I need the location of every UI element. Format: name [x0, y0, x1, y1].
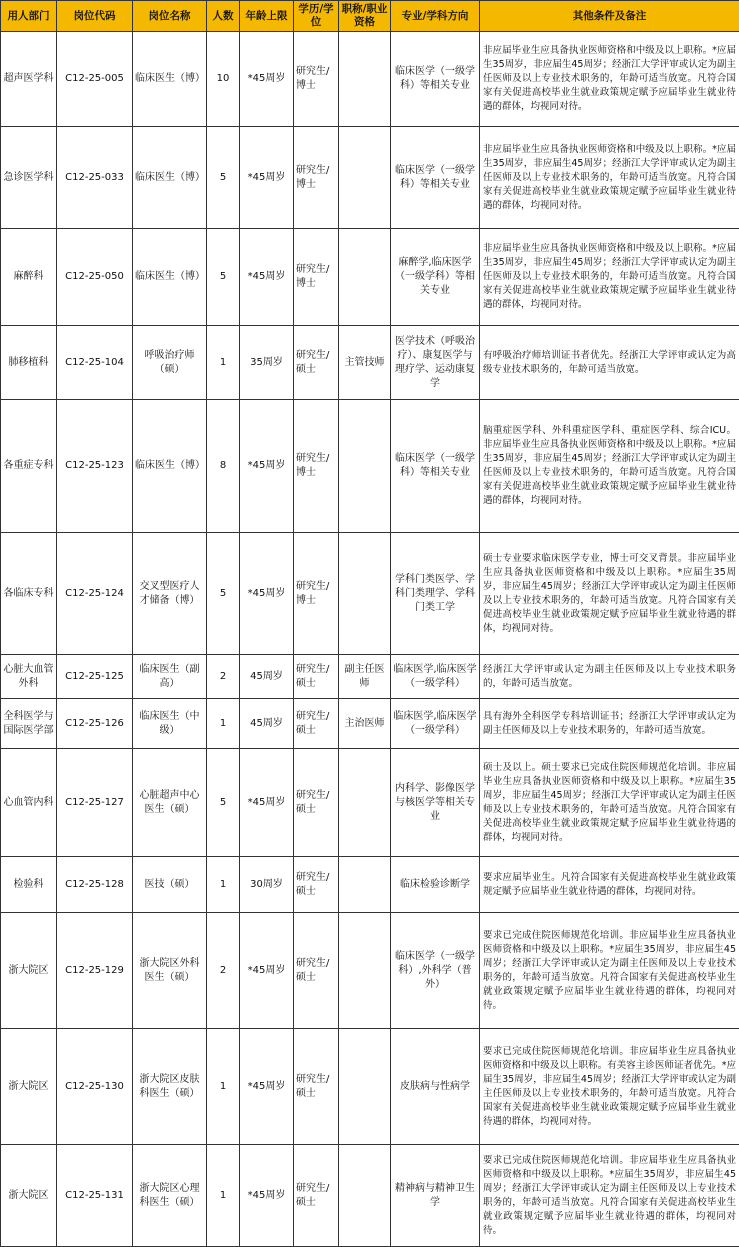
- num-cell: 1: [207, 1029, 240, 1145]
- note-cell: 要求已完成住院医师规范化培训。非应届毕业生应具备执业医师资格和中级及以上职称。*应届生35周岁，非应届生45周岁；经浙江大学评审或认定为副主任医师及以上专业技术职务的，年龄可适当放宽。凡符合国家有关促进高校毕业生就业政策规定赋予应届毕业生就业待遇的群体，均视同对待。: [480, 1145, 739, 1247]
- degree-cell: 研究生/硕士: [294, 699, 339, 749]
- degree-cell: 研究生/硕士: [294, 1145, 339, 1247]
- title-cell: 医技（硕）: [133, 857, 207, 913]
- title-cell: 临床医生（博）: [133, 229, 207, 326]
- major-cell: 内科学、影像医学与核医学等相关专业: [391, 749, 480, 857]
- note-cell: 要求应届毕业生。凡符合国家有关促进高校毕业生就业政策规定赋予应届毕业生就业待遇的群体，均视同对待。: [480, 857, 739, 913]
- note-cell: 要求已完成住院医师规范化培训。非应届毕业生应具备执业医师资格和中级及以上职称。有美容主诊医师证者优先。*应届生35周岁，非应届生45周岁；经浙江大学评审或认定为副主任医师及以上专业技术职务的，年龄可适当放宽。凡符合国家有关促进高校毕业生就业政策规定赋予应届毕业生就业待遇的群体，均视同对待。: [480, 1029, 739, 1145]
- code-cell: C12-25-124: [57, 533, 133, 655]
- num-cell: 2: [207, 913, 240, 1029]
- title-cell: 临床医生（中级）: [133, 699, 207, 749]
- header-title: 岗位名称: [133, 1, 207, 32]
- code-cell: C12-25-125: [57, 655, 133, 699]
- code-cell: C12-25-129: [57, 913, 133, 1029]
- degree-cell: 研究生/博士: [294, 229, 339, 326]
- dept-cell: 检验科: [1, 857, 57, 913]
- age-cell: *45周岁: [240, 749, 294, 857]
- table-row: [1, 857, 739, 913]
- table-body: [1, 32, 739, 1247]
- qual-cell: [339, 32, 391, 127]
- table-row: [1, 1145, 739, 1247]
- major-cell: 临床医学（一级学科）,外科学（普外）: [391, 913, 480, 1029]
- qual-cell: [339, 400, 391, 533]
- major-cell: 医学技术（呼吸治疗）、康复医学与理疗学、运动康复学: [391, 326, 480, 400]
- dept-cell: 各临床专科: [1, 533, 57, 655]
- age-cell: 45周岁: [240, 655, 294, 699]
- header-qual: 职称/职业资格: [339, 1, 391, 32]
- note-cell: 硕士及以上。硕士要求已完成住院医师规范化培训。非应届毕业生应具备执业医师资格和中级及以上职称。*应届生35周岁，非应届生45周岁；经浙江大学评审或认定为副主任医师及以上专业技术职务的，年龄可适当放宽。凡符合国家有关促进高校毕业生就业政策规定赋予应届毕业生就业待遇的群体，均视同对待。: [480, 749, 739, 857]
- note-cell: 非应届毕业生应具备执业医师资格和中级及以上职称。*应届生35周岁，非应届生45周岁；经浙江大学评审或认定为副主任医师及以上专业技术职务的，年龄可适当放宽。凡符合国家有关促进高校毕业生就业政策规定赋予应届毕业生就业待遇的群体，均视同对待。: [480, 229, 739, 326]
- note-cell: 硕士专业要求临床医学专业，博士可交叉背景。非应届毕业生应具备执业医师资格和中级及以上职称。*应届生35周岁，非应届生45周岁；经浙江大学评审或认定为副主任医师及以上专业技术职务的，年龄可适当放宽。凡符合国家有关促进高校毕业生就业政策规定赋予应届毕业生就业待遇的群体，均视同对待。: [480, 533, 739, 655]
- table-row: [1, 699, 739, 749]
- code-cell: C12-25-131: [57, 1145, 133, 1247]
- header-row: [1, 1, 739, 32]
- qual-cell: [339, 1029, 391, 1145]
- major-cell: 麻醉学,临床医学（一级学科）等相关专业: [391, 229, 480, 326]
- num-cell: 5: [207, 533, 240, 655]
- code-cell: C12-25-128: [57, 857, 133, 913]
- age-cell: *45周岁: [240, 32, 294, 127]
- dept-cell: 急诊医学科: [1, 127, 57, 229]
- degree-cell: 研究生/硕士: [294, 655, 339, 699]
- qual-cell: [339, 857, 391, 913]
- code-cell: C12-25-005: [57, 32, 133, 127]
- age-cell: *45周岁: [240, 1145, 294, 1247]
- header-degree: 学历/学位: [294, 1, 339, 32]
- note-cell: 经浙江大学评审或认定为副主任医师及以上专业技术职务的，年龄可适当放宽。: [480, 655, 739, 699]
- code-cell: C12-25-127: [57, 749, 133, 857]
- qual-cell: [339, 749, 391, 857]
- title-cell: 交叉型医疗人才储备（博）: [133, 533, 207, 655]
- age-cell: *45周岁: [240, 229, 294, 326]
- code-cell: C12-25-104: [57, 326, 133, 400]
- qual-cell: [339, 229, 391, 326]
- title-cell: 浙大院区心理科医生（硕）: [133, 1145, 207, 1247]
- note-cell: 非应届毕业生应具备执业医师资格和中级及以上职称。*应届生35周岁，非应届生45周岁；经浙江大学评审或认定为副主任医师及以上专业技术职务的，年龄可适当放宽。凡符合国家有关促进高校毕业生就业政策规定赋予应届毕业生就业待遇的群体，均视同对待。: [480, 32, 739, 127]
- table-row: [1, 749, 739, 857]
- code-cell: C12-25-123: [57, 400, 133, 533]
- header-code: 岗位代码: [57, 1, 133, 32]
- degree-cell: 研究生/硕士: [294, 1029, 339, 1145]
- note-cell: 有呼吸治疗师培训证书者优先。经浙江大学评审或认定为高级专业技术职务的，年龄可适当放宽。: [480, 326, 739, 400]
- major-cell: 临床医学,临床医学（一级学科）: [391, 699, 480, 749]
- degree-cell: 研究生/硕士: [294, 326, 339, 400]
- qual-cell: [339, 127, 391, 229]
- degree-cell: 研究生/硕士: [294, 857, 339, 913]
- qual-cell: 主治医师: [339, 699, 391, 749]
- qual-cell: 主管技师: [339, 326, 391, 400]
- major-cell: 临床医学（一级学科）等相关专业: [391, 127, 480, 229]
- dept-cell: 全科医学与国际医学部: [1, 699, 57, 749]
- degree-cell: 研究生/博士: [294, 400, 339, 533]
- major-cell: 精神病与精神卫生学: [391, 1145, 480, 1247]
- title-cell: 浙大院区外科医生（硕）: [133, 913, 207, 1029]
- num-cell: 1: [207, 326, 240, 400]
- degree-cell: 研究生/博士: [294, 533, 339, 655]
- note-cell: 要求已完成住院医师规范化培训。非应届毕业生应具备执业医师资格和中级及以上职称。*应届生35周岁，非应届生45周岁；经浙江大学评审或认定为副主任医师及以上专业技术职务的，年龄可适当放宽。凡符合国家有关促进高校毕业生就业政策规定赋予应届毕业生就业待遇的群体，均视同对待。: [480, 913, 739, 1029]
- code-cell: C12-25-050: [57, 229, 133, 326]
- degree-cell: 研究生/硕士: [294, 749, 339, 857]
- age-cell: 45周岁: [240, 699, 294, 749]
- dept-cell: 肺移植科: [1, 326, 57, 400]
- num-cell: 5: [207, 749, 240, 857]
- table-row: [1, 127, 739, 229]
- num-cell: 1: [207, 699, 240, 749]
- num-cell: 5: [207, 127, 240, 229]
- code-cell: C12-25-126: [57, 699, 133, 749]
- qual-cell: 副主任医师: [339, 655, 391, 699]
- num-cell: 8: [207, 400, 240, 533]
- code-cell: C12-25-130: [57, 1029, 133, 1145]
- num-cell: 5: [207, 229, 240, 326]
- note-cell: 具有海外全科医学专科培训证书；经浙江大学评审或认定为副主任医师及以上专业技术职务的，年龄可适当放宽。: [480, 699, 739, 749]
- age-cell: *45周岁: [240, 127, 294, 229]
- note-cell: 非应届毕业生应具备执业医师资格和中级及以上职称。*应届生35周岁，非应届生45周岁；经浙江大学评审或认定为副主任医师及以上专业技术职务的，年龄可适当放宽。凡符合国家有关促进高校毕业生就业政策规定赋予应届毕业生就业待遇的群体，均视同对待。: [480, 127, 739, 229]
- table-row: [1, 326, 739, 400]
- major-cell: 学科门类医学、学科门类理学、学科门类工学: [391, 533, 480, 655]
- num-cell: 1: [207, 1145, 240, 1247]
- qual-cell: [339, 533, 391, 655]
- header-note: 其他条件及备注: [480, 1, 739, 32]
- title-cell: 心脏超声中心医生（硕）: [133, 749, 207, 857]
- num-cell: 1: [207, 857, 240, 913]
- major-cell: 临床医学（一级学科）等相关专业: [391, 400, 480, 533]
- table-row: [1, 229, 739, 326]
- qual-cell: [339, 1145, 391, 1247]
- table-row: [1, 1029, 739, 1145]
- age-cell: *45周岁: [240, 400, 294, 533]
- table-row: [1, 32, 739, 127]
- qual-cell: [339, 913, 391, 1029]
- major-cell: 临床医学,临床医学（一级学科）: [391, 655, 480, 699]
- title-cell: 呼吸治疗师（硕）: [133, 326, 207, 400]
- degree-cell: 研究生/博士: [294, 32, 339, 127]
- table-row: [1, 655, 739, 699]
- title-cell: 临床医生（博）: [133, 127, 207, 229]
- num-cell: 2: [207, 655, 240, 699]
- dept-cell: 麻醉科: [1, 229, 57, 326]
- age-cell: 35周岁: [240, 326, 294, 400]
- degree-cell: 研究生/硕士: [294, 913, 339, 1029]
- dept-cell: 心血管内科: [1, 749, 57, 857]
- num-cell: 10: [207, 32, 240, 127]
- dept-cell: 超声医学科: [1, 32, 57, 127]
- title-cell: 临床医生（副高）: [133, 655, 207, 699]
- header-num: 人数: [207, 1, 240, 32]
- age-cell: *45周岁: [240, 1029, 294, 1145]
- age-cell: *45周岁: [240, 913, 294, 1029]
- major-cell: 临床检验诊断学: [391, 857, 480, 913]
- table-row: [1, 400, 739, 533]
- table-row: [1, 533, 739, 655]
- header-major: 专业/学科方向: [391, 1, 480, 32]
- dept-cell: 各重症专科: [1, 400, 57, 533]
- age-cell: 30周岁: [240, 857, 294, 913]
- dept-cell: 心脏大血管外科: [1, 655, 57, 699]
- header-dept: 用人部门: [1, 1, 57, 32]
- title-cell: 临床医生（博）: [133, 32, 207, 127]
- title-cell: 浙大院区皮肤科医生（硕）: [133, 1029, 207, 1145]
- major-cell: 皮肤病与性病学: [391, 1029, 480, 1145]
- age-cell: *45周岁: [240, 533, 294, 655]
- code-cell: C12-25-033: [57, 127, 133, 229]
- dept-cell: 浙大院区: [1, 1029, 57, 1145]
- title-cell: 临床医生（博）: [133, 400, 207, 533]
- dept-cell: 浙大院区: [1, 1145, 57, 1247]
- header-age: 年龄上限: [240, 1, 294, 32]
- major-cell: 临床医学（一级学科）等相关专业: [391, 32, 480, 127]
- degree-cell: 研究生/博士: [294, 127, 339, 229]
- dept-cell: 浙大院区: [1, 913, 57, 1029]
- table-row: [1, 913, 739, 1029]
- note-cell: 脑重症医学科、外科重症医学科、重症医学科、综合ICU。非应届毕业生应具备执业医师资格和中级及以上职称。*应届生35周岁，非应届生45周岁；经浙江大学评审或认定为副主任医师及以上专业技术职务的，年龄可适当放宽。凡符合国家有关促进高校毕业生就业政策规定赋予应届毕业生就业待遇的群体，均视同对待。: [480, 400, 739, 533]
